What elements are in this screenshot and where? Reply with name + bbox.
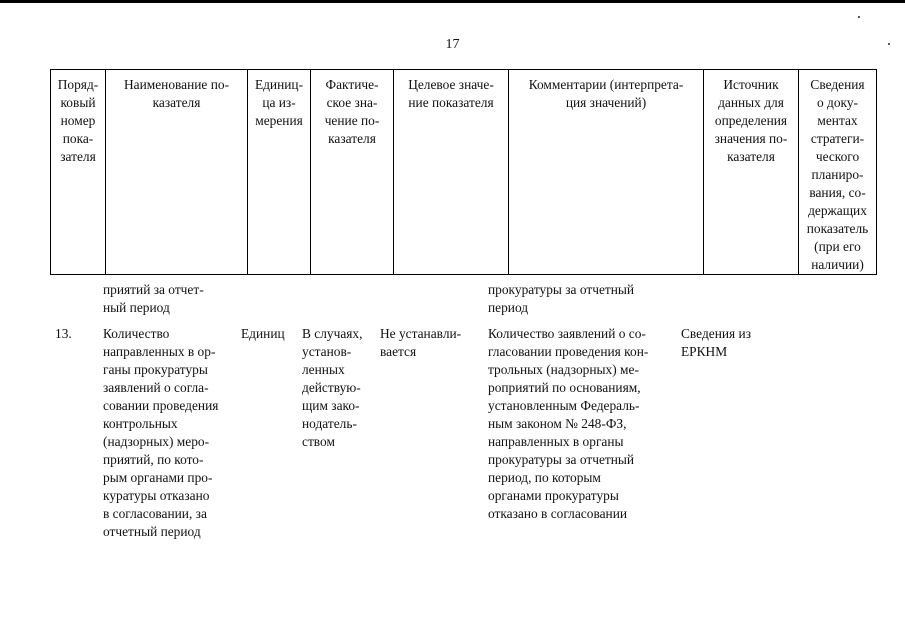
scan-speck	[888, 43, 890, 45]
header-comments: Комментарии (интерпрета- ция значений)	[509, 70, 704, 275]
header-strategic-documents: Сведения о доку- ментах стратеги- ческого планиро- вания, со- держащих показатель (при его наличии)	[799, 70, 877, 275]
row13-target-value: Не устанавли- вается	[380, 326, 462, 359]
row13-unit: Единиц	[241, 326, 285, 341]
row13-comment: Количество заявлений о со- гласовании проведения кон- трольных (надзорных) ме- роприятий по основаниям, установленным Федераль- ным законом № 248-ФЗ, направленных в органы прокуратуры за отчетный период, по которым органами прокуратуры отказано в согласовании	[488, 326, 649, 521]
header-actual-value: Фактиче- ское зна- чение по- казателя	[311, 70, 394, 275]
header-data-source: Источник данных для определения значения по- казателя	[704, 70, 799, 275]
header-target-value: Целевое значе- ние показателя	[394, 70, 509, 275]
scan-speck	[858, 16, 860, 18]
row13-number: 13.	[55, 326, 72, 341]
header-indicator-name: Наименование по- казателя	[106, 70, 248, 275]
top-border-line	[0, 0, 905, 3]
row13-data-source: Сведения из ЕРКНМ	[681, 326, 751, 359]
page-number: 17	[445, 37, 460, 52]
header-unit: Единиц- ца из- мерения	[248, 70, 311, 275]
row13-indicator-name: Количество направленных в ор- ганы прокуратуры заявлений о согла- совании проведения контрольных (надзорных) меро- приятий, по кото- рым органами про- куратуры отказано в согласовании, за отчетный период	[103, 326, 219, 539]
indicators-table-header	[50, 69, 877, 275]
header-number: Поряд- ковый номер пока- зателя	[51, 70, 106, 275]
row13-actual-value: В случаях, установ- ленных действую- щим зако- нодатель- ством	[302, 326, 363, 449]
continuation-comment: прокуратуры за отчетный период	[488, 282, 635, 315]
continuation-name: приятий за отчет- ный период	[103, 282, 204, 315]
